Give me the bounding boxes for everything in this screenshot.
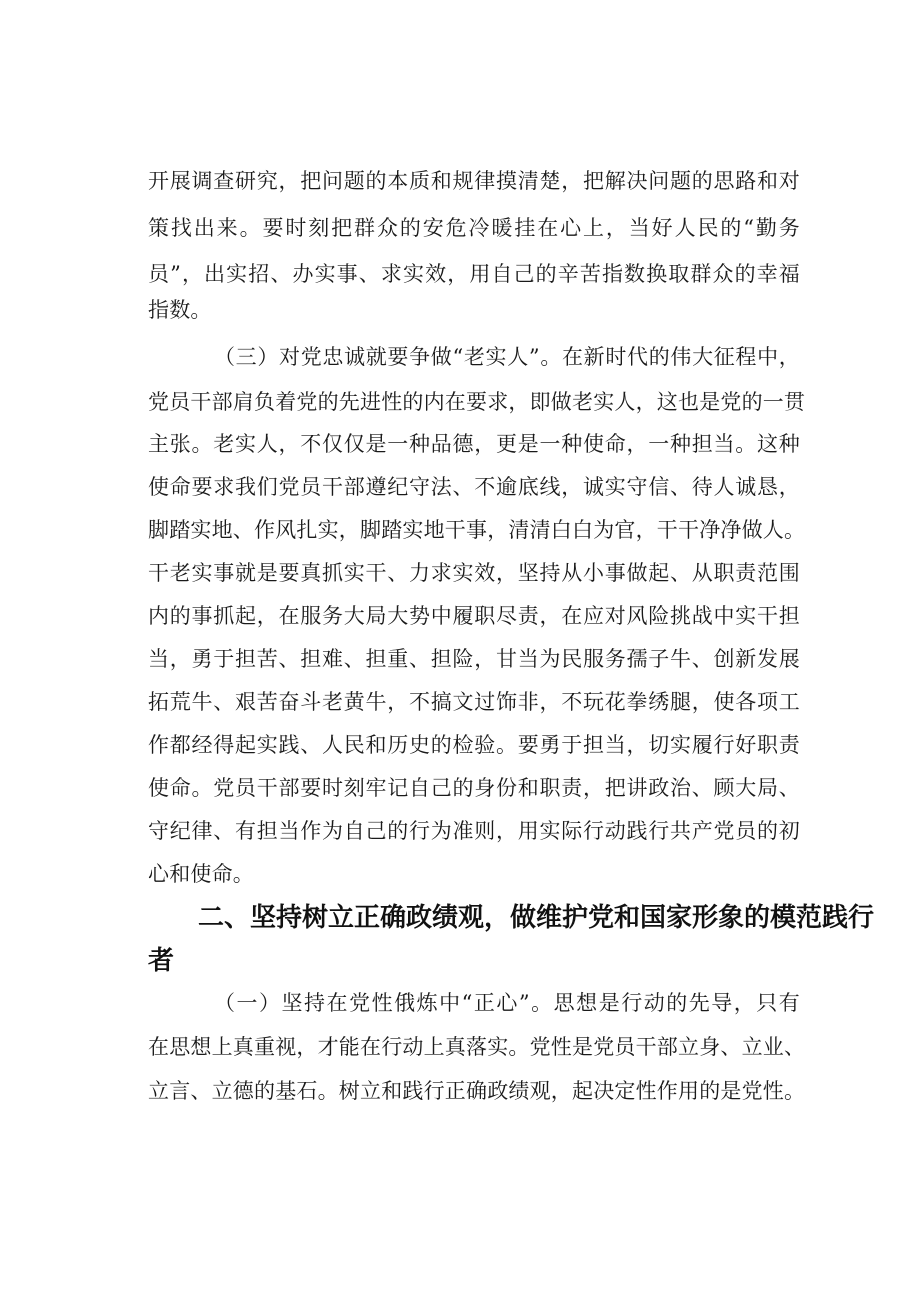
para2-line-8: 当，勇于担苦、担难、担重、担险，甘当为民服务孺子牛、创新发展 [148, 647, 800, 671]
para2-line-11: 使命。党员干部要时刻牢记自己的身份和职责，把讲政治、顾大局、 [148, 776, 800, 800]
para2-line-3: 主张。老实人，不仅仅是一种品德，更是一种使命，一种担当。这种 [148, 432, 800, 456]
para3-line-1: （一）坚持在党性俄炼中“正心”。思想是行动的先导，只有 [214, 991, 800, 1015]
para2-line-6: 干老实事就是要真抓实干、力求实效，坚持从小事做起、从职责范围 [148, 561, 800, 585]
para3-line-2: 在思想上真重视，才能在行动上真落实。党性是党员干部立身、立业、 [148, 1035, 806, 1059]
para2-line-9: 拓荒牛、艰苦奋斗老黄牛，不搞文过饰非，不玩花拳绣腿，使各项工 [148, 690, 800, 714]
para2-line-12: 守纪律、有担当作为自己的行为准则，用实际行动践行共产党员的初 [148, 819, 800, 843]
para1-line-2: 策找出来。要时刻把群众的安危冷暖挂在心上，当好人民的“勤务 [148, 216, 800, 240]
para2-line-4: 使命要求我们党员干部遵纪守法、不逾底线，诚实守信、待人诚恳， [148, 475, 800, 499]
para3-line-3: 立言、立德的基石。树立和践行正确政绩观，起决定性作用的是党性。 [148, 1079, 806, 1103]
para1-line-4: 指数。 [148, 298, 212, 322]
para2-line-7: 内的事抓起，在服务大局大势中履职尽责，在应对风险挑战中实干担 [148, 604, 800, 628]
para2-line-5: 脚踏实地、作风扎实，脚踏实地干事，清清白白为官，干干净净做人。 [148, 518, 806, 542]
para1-line-3: 员”，出实招、办实事、求实效，用自己的辛苦指数换取群众的幸福 [148, 262, 800, 286]
para2-line-2: 党员干部肩负着党的先进性的内在要求，即做老实人，这也是党的一贯 [148, 390, 806, 414]
section-heading-line-1: 二、坚持树立正确政绩观，做维护党和国家形象的模范践行 [198, 903, 875, 933]
para2-line-13: 心和使命。 [148, 862, 254, 886]
para2-line-10: 作都经得起实践、人民和历史的检验。要勇于担当，切实履行好职责 [148, 733, 800, 757]
section-heading-line-2: 者 [148, 946, 175, 976]
para1-line-1: 开展调查研究，把问题的本质和规律摸清楚，把解决问题的思路和对 [148, 169, 800, 193]
para2-line-1: （三）对党忠诚就要争做“老实人”。在新时代的伟大征程中， [214, 345, 800, 369]
